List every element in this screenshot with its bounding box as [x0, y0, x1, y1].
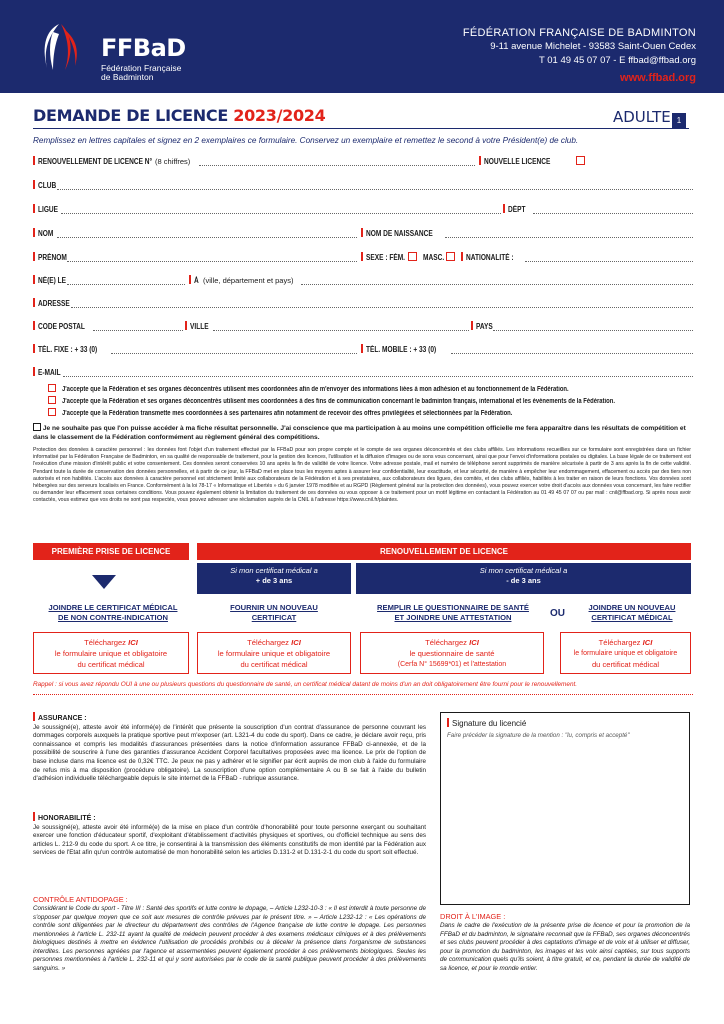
- adresse-field[interactable]: [71, 298, 693, 310]
- lieu-naissance-field[interactable]: [301, 275, 693, 287]
- consent-competition-checkbox[interactable]: [33, 423, 41, 431]
- consent-3: J'accepte que la Fédération transmette mes coordonnées à ses partenaires afin notamment de recevoir des offres privilégiées et sélectionnées par la Fédération.: [48, 408, 598, 419]
- signature-title: Signature du licencié: [447, 718, 526, 728]
- nom-field[interactable]: [57, 228, 357, 240]
- renouvellement-header: RENOUVELLEMENT DE LICENCE: [197, 543, 691, 560]
- pays-field[interactable]: [493, 321, 693, 333]
- page-number: 1: [672, 113, 686, 129]
- consent-2: J'accepte que la Fédération et ses organes déconcentrés utilisent mes coordonnées à des fins de communication concernant le badminton français, international et les événements de la Fédération.: [48, 396, 720, 407]
- tel-mobile-field[interactable]: [451, 344, 693, 356]
- licence-number-field[interactable]: (8 chiffres): [155, 156, 475, 168]
- date-naissance-field[interactable]: [67, 275, 185, 287]
- category-label: ADULTE: [613, 108, 671, 126]
- download-link-ici: ICI: [128, 638, 138, 647]
- step-questionnaire: REMPLIR LE QUESTIONNAIRE DE SANTÉ ET JOINDRE UNE ATTESTATION: [377, 603, 529, 622]
- premiere-licence-header: PREMIÈRE PRISE DE LICENCE: [33, 543, 189, 560]
- org-website[interactable]: www.ffbad.org: [620, 72, 696, 84]
- sexe-masc-checkbox[interactable]: [446, 252, 458, 264]
- download-certificat-2[interactable]: Téléchargez ICI le formulaire unique et obligatoire du certificat médical: [197, 632, 351, 674]
- dept-field[interactable]: [533, 204, 693, 216]
- row-naissance: NÉ(E) LE À (ville, département et pays): [33, 275, 693, 287]
- lieu-naissance-hint: (ville, département et pays): [203, 276, 294, 285]
- row-telephone: TÉL. FIXE : + 33 (0) TÉL. MOBILE : + 33 (0): [33, 344, 693, 356]
- droit-image-text: Dans le cadre de l'exécution de la présente prise de licence et pour la promotion de la FFBaD et du badminton, le signataire reconnait que la FFBaD, ses organes déconcentrés et ses clubs peuvent procéder à des captations d'image et de voix et à utiliser et diffuser, pour la promotion du badminton, les images et les voix ainsi captées, sur tous supports de communication quels qu'ils soient, à titre gratuit, et ce, pendant la durée de validité de sa licence, et pour le monde entier.: [440, 922, 690, 972]
- step-nouveau-certificat-medical: JOINDRE UN NOUVEAU CERTIFICAT MÉDICAL: [588, 603, 676, 622]
- sexe-fem-checkbox[interactable]: [408, 252, 420, 264]
- logo-subtitle: Fédération Française de Badminton: [101, 63, 182, 82]
- new-licence-checkbox[interactable]: [573, 156, 587, 168]
- rappel-divider: [33, 694, 693, 695]
- row-prenom: PRÉNOM SEXE : FÉM. MASC. NATIONALITÉ :: [33, 252, 693, 264]
- consent-2-checkbox[interactable]: [48, 396, 56, 404]
- row-licence-number: RENOUVELLEMENT DE LICENCE N° (8 chiffres) NOUVELLE LICENCE: [33, 156, 693, 168]
- download-certificat-1[interactable]: Téléchargez ICI le formulaire unique et obligatoire du certificat médical: [33, 632, 189, 674]
- consent-1-checkbox[interactable]: [48, 384, 56, 392]
- org-address: 9-11 avenue Michelet - 93583 Saint-Ouen Cedex: [490, 41, 696, 52]
- ffbad-logo-icon: [37, 22, 83, 72]
- rappel-note: Rappel : si vous avez répondu OUI à une ou plusieurs questions du questionnaire de santé, un certificat médical datant de moins d'un an doit obligatoirement être fourni pour le renouvellement.: [33, 681, 578, 688]
- ligue-field[interactable]: [61, 204, 501, 216]
- email-field[interactable]: [63, 367, 693, 379]
- download-questionnaire[interactable]: Téléchargez ICI le questionnaire de santé (Cerfa N° 15699*01) et l'attestation: [360, 632, 544, 674]
- row-nom: NOM NOM DE NAISSANCE: [33, 228, 693, 240]
- download-certificat-3[interactable]: Téléchargez ICI le formulaire unique et obligatoire du certificat médical: [560, 632, 691, 674]
- antidopage-heading: CONTRÔLE ANTIDOPAGE :: [33, 895, 128, 904]
- assurance-section: ASSURANCE : Je soussigné(e), atteste avoir été informé(e) de l'intérêt que présente la souscription d'un contrat d'assurance de personne couvrant les dommages corporels auxquels la pratique sportive peut m'exposer (art. L321-4 du code du sport). Dans ce cadre, je déclare avoir reçu, pris connaissance et compris les modalités d'assurances présentées dans la notice d'information assurance FFBaD ci-annexée, et de la possibilité de souscrire à l'une des garanties d'assurance Accident Corporel facultatives proposées avec ma licence. Le prix de l'option de base incluse dans ma licence est de 0,32€ TTC. Je peux ne pas y adhérer et le signifier par écrit auprès de mon club à l'aide du formulaire de refus mis à ma disposition (procédure obligatoire). La souscription d'une option complémentaire A ou B se fait à l'aide du bulletin d'adhésion individuelle téléchargeable depuis le site internet de la FFBaD - rubrique assurance.: [33, 712, 426, 784]
- row-adresse: ADRESSE: [33, 298, 693, 310]
- cert-minus-3-ans: Si mon certificat médical a - de 3 ans: [356, 563, 691, 594]
- step-nouveau-certificat: FOURNIR UN NOUVEAU CERTIFICAT: [230, 603, 318, 622]
- or-label: OU: [550, 608, 565, 619]
- nationalite-field[interactable]: [525, 252, 693, 264]
- signature-hint: Faire précéder la signature de la mention : "lu, compris et accepté": [447, 732, 630, 739]
- title-divider: [33, 128, 689, 129]
- droit-image-heading: DROIT À L'IMAGE :: [440, 912, 506, 921]
- instructions: Remplissez en lettres capitales et signez en 2 exemplaires ce formulaire. Conservez un exemplaire et remettez le second à votre Président(e) de club.: [33, 136, 579, 145]
- club-field[interactable]: [57, 180, 693, 192]
- row-ligue: LIGUE DÉPT: [33, 204, 693, 216]
- arrow-down-icon: [92, 575, 116, 589]
- signature-box[interactable]: [440, 712, 690, 905]
- step-joindre-certificat: JOINDRE LE CERTIFICAT MÉDICAL DE NON CONTRE-INDICATION: [48, 603, 178, 622]
- tel-fixe-field[interactable]: [111, 344, 357, 356]
- logo-text: FFBaD: [101, 34, 186, 62]
- row-email: E-MAIL: [33, 367, 693, 379]
- consent-1: J'accepte que la Fédération et ses organes déconcentrés utilisent mes coordonnées afin de m'envoyer des informations liées à mon adhésion et au fonctionnement de la Fédération.: [48, 384, 665, 395]
- org-name: FÉDÉRATION FRANÇAISE DE BADMINTON: [462, 27, 696, 39]
- nom-naissance-field[interactable]: [445, 228, 693, 240]
- privacy-notice: Protection des données à caractère personnel : les données font l'objet d'un traitement effectué par la FFBaD pour son propre compte et le compte de ses organes déconcentrés et des clubs affiliés. Les informations recueillies sur ce formulaire sont enregistrées dans un fichier informatisé par la Fédération Française de Badminton, en sa qualité de responsable de traitement, pour la gestion des licences, l'utilisation et la diffusion d'images ou de sons vous concernant, ainsi que pour l'envoi d'informations postales ou digitales. La base légale de ce traitement est l'exécution d'une mission d'intérêt public et votre consentement. Ces données seront conservées 10 ans après la fin de validité de votre licence. Votre adresse postale, mail et numéro de téléphone seront supprimés de manière sécurisée à partir de 3 ans après la fin de cette validité. Pendant toute la durée de conservation des données personnelles, et à partir de ce jour, la FFBaD met en place tous les moyens aptes à assurer leur confidentialité, leur exactitude, et leur sécurité, de manière à empêcher leur endommagement, effacement ou accès par des tiers non autorisés et non habilités. L'accès aux données à caractère personnel est strictement limité aux collaborateurs de la Fédération et à ses prestataires, aux collaborateurs des ligues, des comités, et des clubs affiliés, habilités à les traiter en raison de leurs fonctions. Vos données sont hébergées sur des serveurs localisés en France. Conformément à la loi 78-17 « Informatique et Libertés » du 6 janvier 1978 modifiée et au RGPD (Règlement général sur la protection des données), vous pouvez exercer votre droit d'accès aux données vous concernant, les faire rectifier ou demander leur effacement sous certaines conditions. Vous pouvez également obtenir la limitation du traitement de ces données ou vous opposer à ce traitement pour un motif légitime en contactant la Fédération au 01 49 45 07 07 ou par mail : cnil@ffbad.org. Si après nous avoir contactés, vous estimez que vos droits ne sont pas respectés, vous pouvez adresser une réclamation auprès de la CNIL à l'adresse https://www.cnil.fr/plaintes.: [33, 447, 691, 504]
- honorabilite-section: HONORABILITÉ : Je soussigné(e), atteste avoir été informé(e) de la mise en place d'un contrôle d'honorabilité pour toute personne exerçant ou souhaitant exercer une fonction d'éducateur sportif, d'exploitant d'établissement d'activités physiques et sportives, ou d'officiel technique au sens des articles L. 212-9 du code du sport. A ce titre, je consentirai à la transmission des éléments constitutifs de mon identité par la Fédération aux services de l'Etat afin qu'un contrôle automatisé de mon honorabilité selon les articles D.131-2 et D.131-2-1 du code du sport soit effectué.: [33, 812, 426, 858]
- code-postal-field[interactable]: [93, 321, 183, 333]
- prenom-field[interactable]: [67, 252, 357, 264]
- logo: [17, 0, 186, 93]
- header-contact: [463, 26, 696, 85]
- org-contact: T 01 49 45 07 07 - E ffbad@ffbad.org: [538, 55, 696, 66]
- consent-competition: Je ne souhaite pas que l'on puisse accéder à ma fiche résultat personnelle. J'ai conscience que ma participation à au moins une compétition officielle me fera apparaître dans les résultats de compétition et dans le classement de la Fédération conformément au règlement général des compétitions.: [33, 425, 686, 441]
- page-title: DEMANDE DE LICENCE 2023/2024: [33, 106, 326, 125]
- cert-plus-3-ans: Si mon certificat médical a + de 3 ans: [197, 563, 351, 594]
- row-club: CLUB: [33, 180, 693, 192]
- consent-3-checkbox[interactable]: [48, 408, 56, 416]
- ville-field[interactable]: [213, 321, 469, 333]
- header: [0, 0, 724, 93]
- season-year: 2023/2024: [233, 106, 326, 125]
- row-code-postal: CODE POSTAL VILLE PAYS: [33, 321, 693, 333]
- antidopage-text: Considérant le Code du sport - Titre III : Santé des sportifs et lutte contre le dopage, – Article L232-10-3 : « Il est interdit à toute personne de s'opposer par quelque moyen que ce soit aux mesures de contrôle prévues par le présent titre. » – Article L232-12 : « Les opérations de contrôle sont diligentées par le directeur du département des contrôles de l'Agence française de lutte contre le dopage. Les personnes mentionnées à l'article L. 232-11 ayant la qualité de médecin peuvent procéder à des examens médicaux cliniques et à des prélèvements biologiques destinés à mettre en évidence l'utilisation de procédés prohibés ou à déceler la présence dans l'organisme de substances interdites. Les personnes agréées par l'agence et assermentées peuvent également procéder à ces prélèvements biologiques. Seules les personnes mentionnées à l'article L. 232-11 et qui y sont autorisées par le code de la santé publique peuvent procéder à des prélèvements sanguins. »: [33, 905, 426, 972]
